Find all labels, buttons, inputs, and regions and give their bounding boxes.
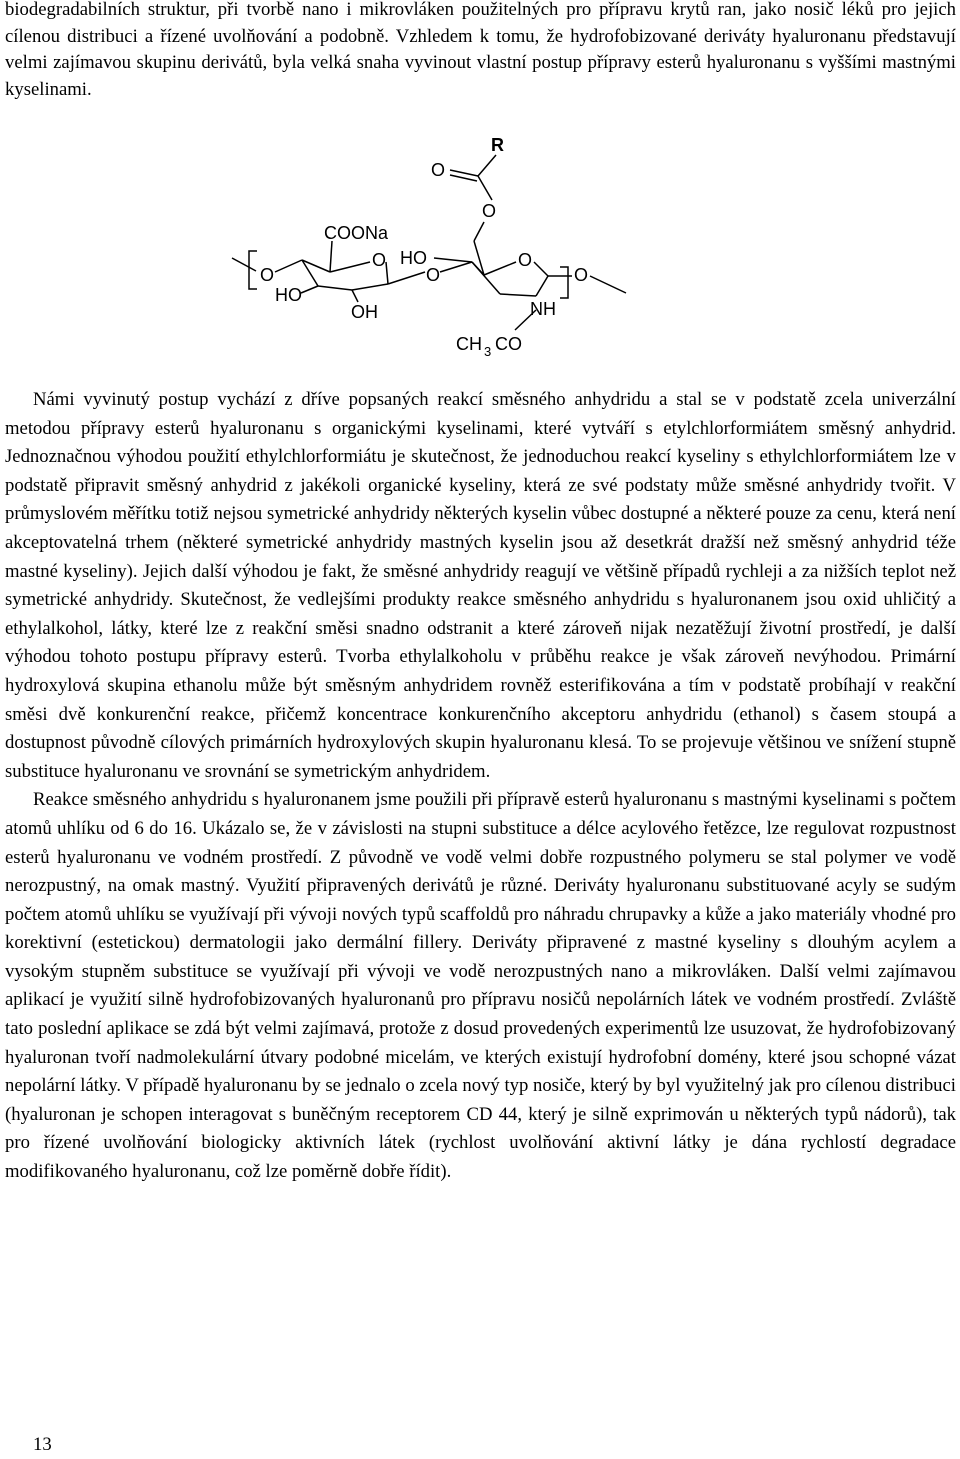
coona-label: COONa (324, 223, 389, 243)
ring1-oxygen-label: O (372, 250, 387, 270)
structure-atom-labels (260, 135, 588, 359)
right-link-oxygen-label: O (574, 265, 589, 285)
amide-nh-label: NH (530, 299, 556, 319)
ester-oxygen-label: O (482, 201, 497, 221)
hydroxyl-top-label: HO (400, 248, 427, 268)
intro-paragraph: biodegradabilních struktur, při tvorbě nano i mikrovláken použitelných pro přípravu krytů ran, jako nosič léků pro jejich cílenou distribuci a řízené uvolňování a podobně. Vzhledem k tomu, že hydrofobizované deriváty hyaluronanu představují velmi zajímavou skupinu derivátů, byla velká snaha vyvinout vlastní postup přípravy esterů hyaluronanu s vyššími mastnými kyselinami. (5, 0, 956, 100)
acetyl-subscript-label: 3 (484, 344, 492, 359)
chemical-structure-figure (226, 128, 646, 363)
page-number: 13 (33, 1434, 52, 1455)
left-link-oxygen-label: O (260, 265, 275, 285)
paragraph-2: Reakce směsného anhydridu s hyaluronanem jsme použili při přípravě esterů hyaluronanu s mastnými kyselinami s počtem atomů uhlíku od 6 do 16. Ukázalo se, že v závislosti na stupni substituce a délce acylového řetězce, lze regulovat rozpustnost esterů hyaluronanu ve vodném prostředí. Z původně ve vodě velmi dobře rozpustného polymeru se stal polymer ve vodě nerozpustný, na omak mastný. Využití připravených derivátů je různé. Deriváty hyaluronanu substituované acyly se sudým počtem atomů uhlíku se využívají při vývoji nových typů scaffoldů pro náhradu chrupavky a kůže a jako materiály vhodné pro korektivní (estetickou) dermatologii jako dermální fillery. Deriváty připravené z mastné kyseliny s dlouhým acylem a vysokým stupněm substituce se využívají při vývoji ve vodě nerozpustných nano a mikrovláken. Další velmi zajímavou aplikací je využití silně hydrofobizovaných hyaluronanů pro přípravu nosičů nepolárních látek ve vodném prostředí. Zvláště tato poslední aplikace se zdá být velmi zajímavá, protože z dosud provedených experimentů lze usuzovat, že hydrofobizovaný hyaluronan tvoří nadmolekulární útvary podobné micelám, ve kterých existují hydrofobní domény, které jsou schopné vázat nepolární látky. V případě hyaluronanu by se jednalo o zcela nový typ nosiče, který by byl využitelný jak pro cílenou distribuci (hyaluronan je schopen interagovat s buněčným receptorem CD 44, který je silně exprimován u některých typů nádorů), tak pro řízené uvolňování biologicky aktivních látek (rychlost uvolňování aktivní látky je dána rychlostí degradace modifikovaného hyaluronanu, což lze poměrně dobře řídit). (5, 789, 956, 1183)
acetyl-co-label: CO (495, 334, 522, 354)
acetyl-ch-label: CH (456, 334, 482, 354)
glycosidic-oxygen-label: O (426, 265, 441, 285)
hyaluronan-ester-structure (226, 128, 646, 363)
carbonyl-oxygen-label: O (431, 160, 446, 180)
hydroxyl-left-label: HO (275, 285, 302, 305)
r-group-label: R (491, 135, 504, 155)
ring2-oxygen-label: O (518, 250, 533, 270)
paragraph-1: Námi vyvinutý postup vychází z dříve popsaných reakcí směsného anhydridu a stal se v podstatě zcela univerzální metodou přípravy esterů hyaluronanu s organickými kyselinami, které vytváří s etylchlorformiátem směsný anhydrid. Jednoznačnou výhodou použití ethylchlorformiátu je skutečnost, že jednoduchou reakcí kyseliny s ethylchlorformiátem lze v podstatě připravit směsný anhydrid z jakékoli organické kyseliny, která ze své podstaty může směsné anhydridy tvořit. V průmyslovém měřítku totiž nejsou symetrické anhydridy některých kyselin vůbec dostupné a některé pouze za cenu, která není akceptovatelná trhem (některé symetrické anhydridy mastných kyselin jsou až desetkrát dražší než směsný anhydrid téže mastné kyseliny). Jejich další výhodou je fakt, že směsné anhydridy reagují ve většině případů rychleji a za nižších teplot než symetrické anhydridy. Skutečnost, že vedlejšími produkty reakce směsného anhydridu s hyaluronanem jsou oxid uhličitý a ethylalkohol, látky, které lze z reakční směsi snadno odstranit a které zároveň nijak nezatěžují životní prostředí, je další výhodou tohoto postupu přípravy esterů. Tvorba ethylalkoholu v průběhu reakce je však zároveň nevýhodou. Primární hydroxylová skupina ethanolu může být směsným anhydridem rovněž esterifikována a tím v podstatě probíhají v reakční směsi dvě konkurenční reakce, přičemž koncentrace konkurenčního akceptoru anhydridu (ethanol) s časem stoupá a dostupnost původně cílových primárních hydroxylových skupin hyaluronanu klesá. To se projevuje většinou ve snížení stupně substituce hyaluronanu ve srovnání se symetrickým anhydridem. (5, 389, 956, 782)
hydroxyl-oh-label: OH (351, 302, 378, 322)
main-body-text (5, 386, 956, 1187)
